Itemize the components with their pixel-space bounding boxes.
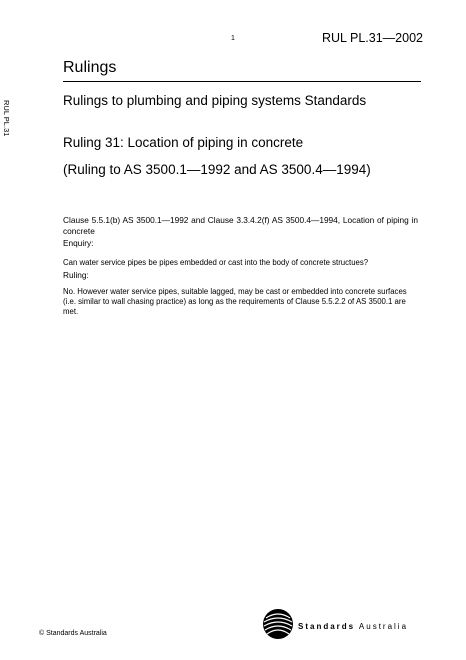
logo-word-australia: Australia bbox=[358, 622, 409, 631]
section-title: Rulings bbox=[63, 59, 117, 76]
enquiry-heading: Enquiry: bbox=[63, 238, 94, 248]
divider-line bbox=[63, 81, 421, 82]
enquiry-text: Can water service pipes be pipes embedded or cast into the body of concrete structues? bbox=[63, 258, 369, 267]
ruling-text: No. However water service pipes, suitable lagged, may be cast or embedded into concrete surfaces (i.e. similar to wall chasing practice) as long as the requirements of Clause 5.5.2.2 of AS 3500.1 are met. bbox=[63, 287, 407, 317]
page-number: 1 bbox=[231, 35, 235, 42]
clause-reference: Clause 5.5.1(b) AS 3500.1—1992 and Clause 3.3.4.2(f) AS 3500.4—1994, Location of piping in concrete bbox=[63, 215, 418, 236]
copyright-notice: © Standards Australia bbox=[39, 630, 107, 637]
standards-australia-logo-icon bbox=[262, 608, 294, 640]
ruling-title: Ruling 31: Location of piping in concrete bbox=[63, 135, 304, 150]
ruling-heading: Ruling: bbox=[63, 270, 89, 280]
side-document-code: RUL PL.31 bbox=[2, 100, 11, 137]
logo-word-standards: Standards bbox=[298, 622, 356, 631]
standards-australia-logo-text bbox=[298, 622, 408, 631]
main-title: Rulings to plumbing and piping systems Standards bbox=[63, 93, 367, 108]
document-code: RUL PL.31—2002 bbox=[322, 31, 423, 45]
ruling-subtitle: (Ruling to AS 3500.1—1992 and AS 3500.4—1994) bbox=[63, 162, 371, 177]
